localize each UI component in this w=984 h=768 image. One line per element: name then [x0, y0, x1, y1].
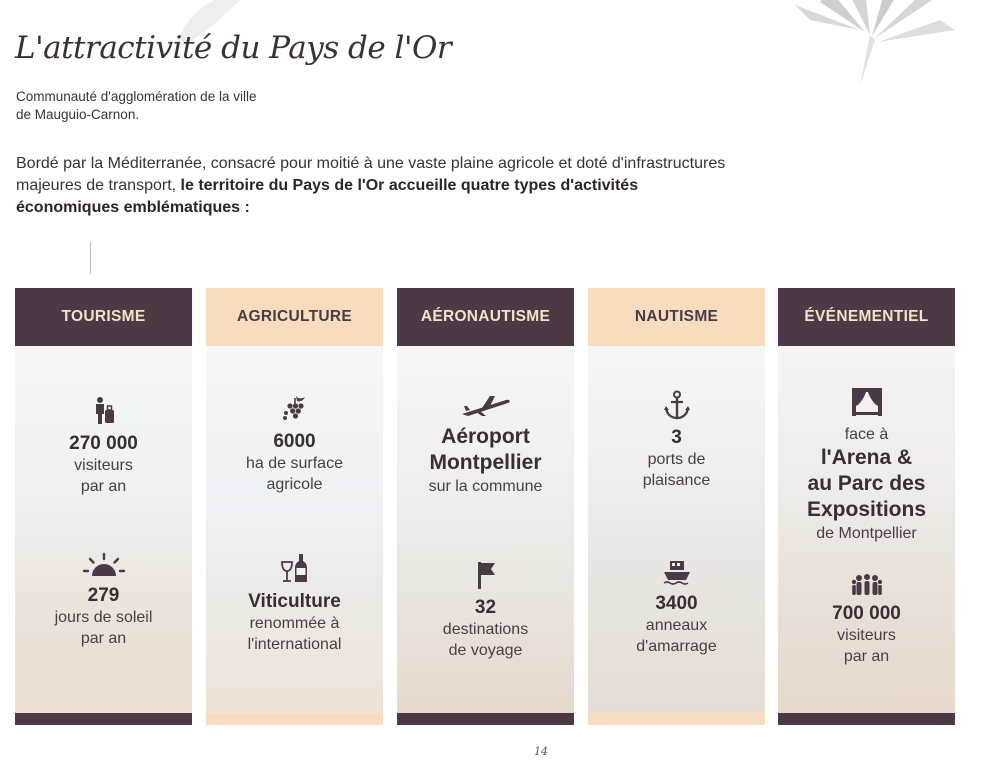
stat-label-line-1: face à [844, 426, 889, 443]
column-body [778, 346, 955, 713]
column-body [588, 346, 765, 713]
intro-bold-text: le territoire du Pays de l'Or accueille quatre types d'activités économiques emblématiques : [16, 177, 639, 216]
column-header: ÉVÉNEMENTIEL [778, 288, 955, 346]
intro-paragraph [16, 153, 736, 219]
column-aeronautisme [397, 288, 574, 725]
stat-label-line-2: par an [843, 648, 890, 665]
stat-value: 279 [87, 585, 120, 606]
column-evenementiel [778, 288, 955, 725]
stat-value: 3400 [655, 593, 698, 614]
column-body [206, 346, 383, 713]
stat-label-line-2: plaisance [642, 472, 711, 489]
stat-value-line-1: l'Arena & [820, 446, 913, 469]
stat-value-line-2: Montpellier [429, 451, 542, 474]
page-number: 14 [534, 745, 548, 758]
page-title: L'attractivité du Pays de l'Or [15, 30, 452, 66]
stat-label-line-1: visiteurs [74, 457, 133, 474]
column-footer-bar [15, 713, 192, 725]
crowd-icon [851, 574, 883, 596]
grapes-icon [280, 394, 310, 424]
column-nautisme [588, 288, 765, 725]
sun-icon [82, 552, 126, 578]
column-footer-bar [206, 713, 383, 725]
column-body [15, 346, 192, 713]
column-footer-bar [588, 713, 765, 725]
stat-value-line-1: Aéroport [441, 425, 530, 448]
subtitle [16, 88, 376, 124]
stat-value-line-2: au Parc des [807, 472, 926, 495]
stat-value: 700 000 [832, 603, 901, 624]
stat-label-line-1: renommée à [249, 615, 340, 632]
stat-label-line-2: par an [80, 478, 127, 495]
stat-value: Viticulture [248, 591, 341, 612]
subtitle-line-2: de Mauguio-Carnon. [16, 107, 140, 122]
leaf-shadow-right-decoration [790, 0, 960, 85]
stat-item [778, 574, 955, 667]
theater-stage-icon [851, 386, 883, 418]
boat-icon [662, 558, 692, 586]
stat-label-line-1: visiteurs [837, 627, 896, 644]
flag-icon [473, 560, 499, 590]
airplane-icon [460, 394, 512, 418]
divider-line [90, 242, 91, 274]
column-header: AÉRONAUTISME [397, 288, 574, 346]
stat-label-line-1: anneaux [645, 617, 708, 634]
stat-item [15, 396, 192, 497]
stat-value-line-3: Expositions [806, 498, 927, 521]
anchor-icon [663, 390, 691, 420]
stat-label: sur la commune [428, 478, 543, 495]
subtitle-line-1: Communauté d'agglomération de la ville [16, 89, 257, 104]
stat-value: 3 [671, 427, 682, 448]
stat-label-line-1: destinations [442, 621, 529, 638]
stat-item [206, 394, 383, 495]
stat-label-line-2: de Montpellier [816, 525, 917, 542]
stat-item [588, 390, 765, 491]
stat-label-line-2: agricole [266, 476, 323, 493]
column-header: NAUTISME [588, 288, 765, 346]
column-tourisme [15, 288, 192, 725]
stat-label-line-2: par an [80, 630, 127, 647]
stat-value: 270 000 [69, 433, 138, 454]
column-header: TOURISME [15, 288, 192, 346]
column-footer-bar [397, 713, 574, 725]
stat-item [206, 552, 383, 655]
column-agriculture [206, 288, 383, 725]
stat-item [397, 560, 574, 661]
stat-label-line-2: de voyage [448, 642, 523, 659]
wine-icon [278, 552, 312, 584]
stat-value: 32 [474, 597, 497, 618]
stat-label-line-2: l'international [247, 636, 342, 653]
stat-value: 6000 [273, 431, 316, 452]
tourist-luggage-icon [89, 396, 119, 426]
stat-label-line-1: ports de [647, 451, 706, 468]
stat-label-line-2: d'amarrage [636, 638, 717, 655]
column-body [397, 346, 574, 713]
stat-item [588, 558, 765, 657]
stat-label-line-1: ha de surface [246, 455, 343, 472]
column-header: AGRICULTURE [206, 288, 383, 346]
intro-text: Bordé par la Méditerranée, consacré pour moitié à une vaste plaine agricole et doté d'infrastructures majeures de transport, [16, 155, 726, 194]
column-footer-bar [778, 713, 955, 725]
stat-item [15, 552, 192, 649]
stat-item [397, 394, 574, 497]
stat-item [778, 386, 955, 544]
stat-label-line-1: jours de soleil [54, 609, 153, 626]
